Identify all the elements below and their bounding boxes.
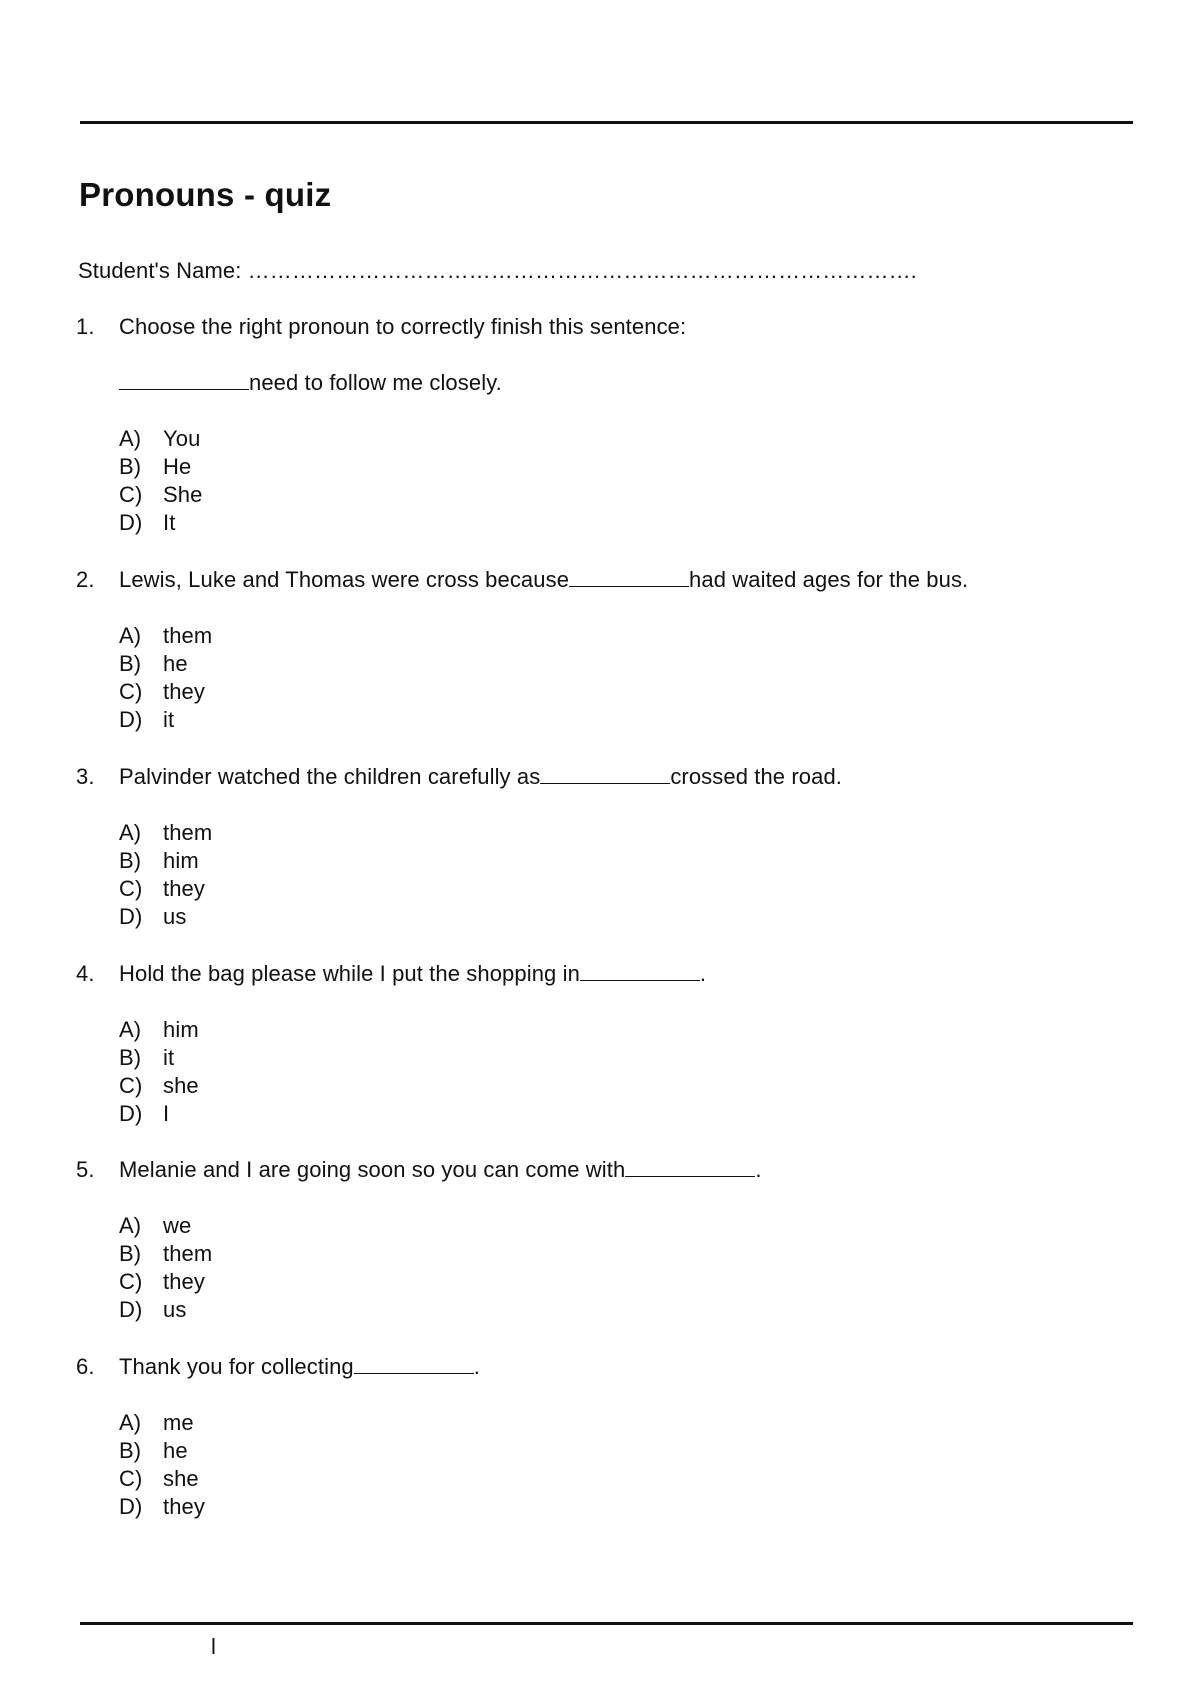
answer-blank xyxy=(569,567,689,587)
option-letter: C) xyxy=(119,679,143,704)
option-text: him xyxy=(163,848,199,873)
option-letter: A) xyxy=(119,426,142,451)
question-number: 4. xyxy=(76,961,95,986)
option-b xyxy=(119,650,1136,678)
option-letter: A) xyxy=(119,1213,142,1238)
option-letter: B) xyxy=(119,651,142,676)
option-text: us xyxy=(163,1297,187,1322)
option-letter: D) xyxy=(119,510,143,535)
option-letter: D) xyxy=(119,1297,143,1322)
question-6 xyxy=(76,1353,1136,1521)
option-letter: A) xyxy=(119,623,142,648)
option-b xyxy=(119,847,1136,875)
option-letter: B) xyxy=(119,848,142,873)
option-c xyxy=(119,1072,1136,1100)
student-name-line xyxy=(78,257,917,285)
option-d xyxy=(119,903,1136,931)
question-1 xyxy=(76,313,1136,537)
question-number: 5. xyxy=(76,1157,95,1182)
top-rule xyxy=(80,121,1133,124)
option-text: they xyxy=(163,1494,205,1519)
option-letter: D) xyxy=(119,1494,143,1519)
option-text: I xyxy=(163,1101,170,1126)
options-list xyxy=(119,1212,1136,1324)
option-text: She xyxy=(163,482,203,507)
option-b xyxy=(119,453,1136,481)
option-d xyxy=(119,509,1136,537)
question-text: Choose the right pronoun to correctly finish this sentence: xyxy=(119,314,687,339)
option-text: he xyxy=(163,651,188,676)
option-a xyxy=(119,819,1136,847)
page-title: Pronouns - quiz xyxy=(79,176,332,213)
option-d xyxy=(119,1493,1136,1521)
option-letter: C) xyxy=(119,482,143,507)
option-letter: C) xyxy=(119,1466,143,1491)
option-a xyxy=(119,622,1136,650)
option-text: it xyxy=(163,1045,175,1070)
option-b xyxy=(119,1044,1136,1072)
option-c xyxy=(119,481,1136,509)
option-d xyxy=(119,1296,1136,1324)
option-text: it xyxy=(163,707,175,732)
option-text: we xyxy=(163,1213,192,1238)
option-letter: B) xyxy=(119,1438,142,1463)
option-c xyxy=(119,1465,1136,1493)
option-text: He xyxy=(163,454,192,479)
question-text-before: Hold the bag please while I put the shopping in xyxy=(119,961,580,986)
option-b xyxy=(119,1240,1136,1268)
options-list xyxy=(119,1016,1136,1128)
option-letter: A) xyxy=(119,1410,142,1435)
question-text-before: Lewis, Luke and Thomas were cross because xyxy=(119,567,570,592)
answer-blank xyxy=(354,1354,474,1374)
answer-blank xyxy=(540,764,670,784)
question-text-after: . xyxy=(755,1157,762,1182)
question-text-after: crossed the road. xyxy=(670,764,842,789)
question-text-before: Thank you for collecting xyxy=(119,1354,354,1379)
option-d xyxy=(119,1100,1136,1128)
student-name-label: Student's Name: xyxy=(78,258,242,283)
option-letter: B) xyxy=(119,454,142,479)
question-text xyxy=(119,763,842,791)
option-text: You xyxy=(163,426,201,451)
student-name-dots: ………………………………………………………………………………. xyxy=(247,258,917,283)
question-number: 2. xyxy=(76,567,95,592)
options-list xyxy=(119,819,1136,931)
option-d xyxy=(119,706,1136,734)
option-letter: D) xyxy=(119,904,143,929)
question-text-after: had waited ages for the bus. xyxy=(689,567,969,592)
option-letter: D) xyxy=(119,707,143,732)
option-letter: A) xyxy=(119,1017,142,1042)
answer-blank xyxy=(580,961,700,981)
question-3 xyxy=(76,763,1136,931)
question-text xyxy=(119,1156,762,1184)
question-4 xyxy=(76,960,1136,1128)
option-c xyxy=(119,1268,1136,1296)
option-text: they xyxy=(163,876,205,901)
option-text: them xyxy=(163,623,213,648)
footer-mark: l xyxy=(211,1634,216,1659)
answer-blank xyxy=(625,1157,755,1177)
question-2 xyxy=(76,566,1136,734)
option-text: they xyxy=(163,679,205,704)
question-number: 3. xyxy=(76,764,95,789)
question-number: 1. xyxy=(76,314,95,339)
question-5 xyxy=(76,1156,1136,1324)
option-a xyxy=(119,425,1136,453)
option-text: she xyxy=(163,1073,199,1098)
option-text: she xyxy=(163,1466,199,1491)
option-text: them xyxy=(163,820,213,845)
option-letter: C) xyxy=(119,1073,143,1098)
option-text: they xyxy=(163,1269,205,1294)
option-a xyxy=(119,1409,1136,1437)
option-letter: C) xyxy=(119,876,143,901)
option-text: him xyxy=(163,1017,199,1042)
option-a xyxy=(119,1212,1136,1240)
question-text-after: . xyxy=(699,961,707,986)
question-text-after: . xyxy=(473,1354,480,1379)
question-text xyxy=(119,566,968,594)
question-sentence: need to follow me closely. xyxy=(249,370,502,395)
option-text: them xyxy=(163,1241,213,1266)
option-letter: C) xyxy=(119,1269,143,1294)
option-text: me xyxy=(163,1410,194,1435)
options-list xyxy=(119,622,1136,734)
option-c xyxy=(119,875,1136,903)
options-list xyxy=(119,425,1136,537)
option-text: It xyxy=(163,510,176,535)
option-a xyxy=(119,1016,1136,1044)
option-letter: D) xyxy=(119,1101,143,1126)
option-letter: B) xyxy=(119,1241,142,1266)
option-letter: B) xyxy=(119,1045,142,1070)
bottom-rule xyxy=(80,1622,1133,1625)
option-text: us xyxy=(163,904,187,929)
option-letter: A) xyxy=(119,820,142,845)
answer-blank xyxy=(119,370,249,390)
option-text: he xyxy=(163,1438,188,1463)
option-c xyxy=(119,678,1136,706)
question-text-before: Melanie and I are going soon so you can come with xyxy=(119,1157,626,1182)
question-text xyxy=(119,960,706,988)
question-number: 6. xyxy=(76,1354,95,1379)
question-text-before: Palvinder watched the children carefully as xyxy=(119,764,541,789)
options-list xyxy=(119,1409,1136,1521)
option-b xyxy=(119,1437,1136,1465)
question-text xyxy=(119,1353,480,1381)
